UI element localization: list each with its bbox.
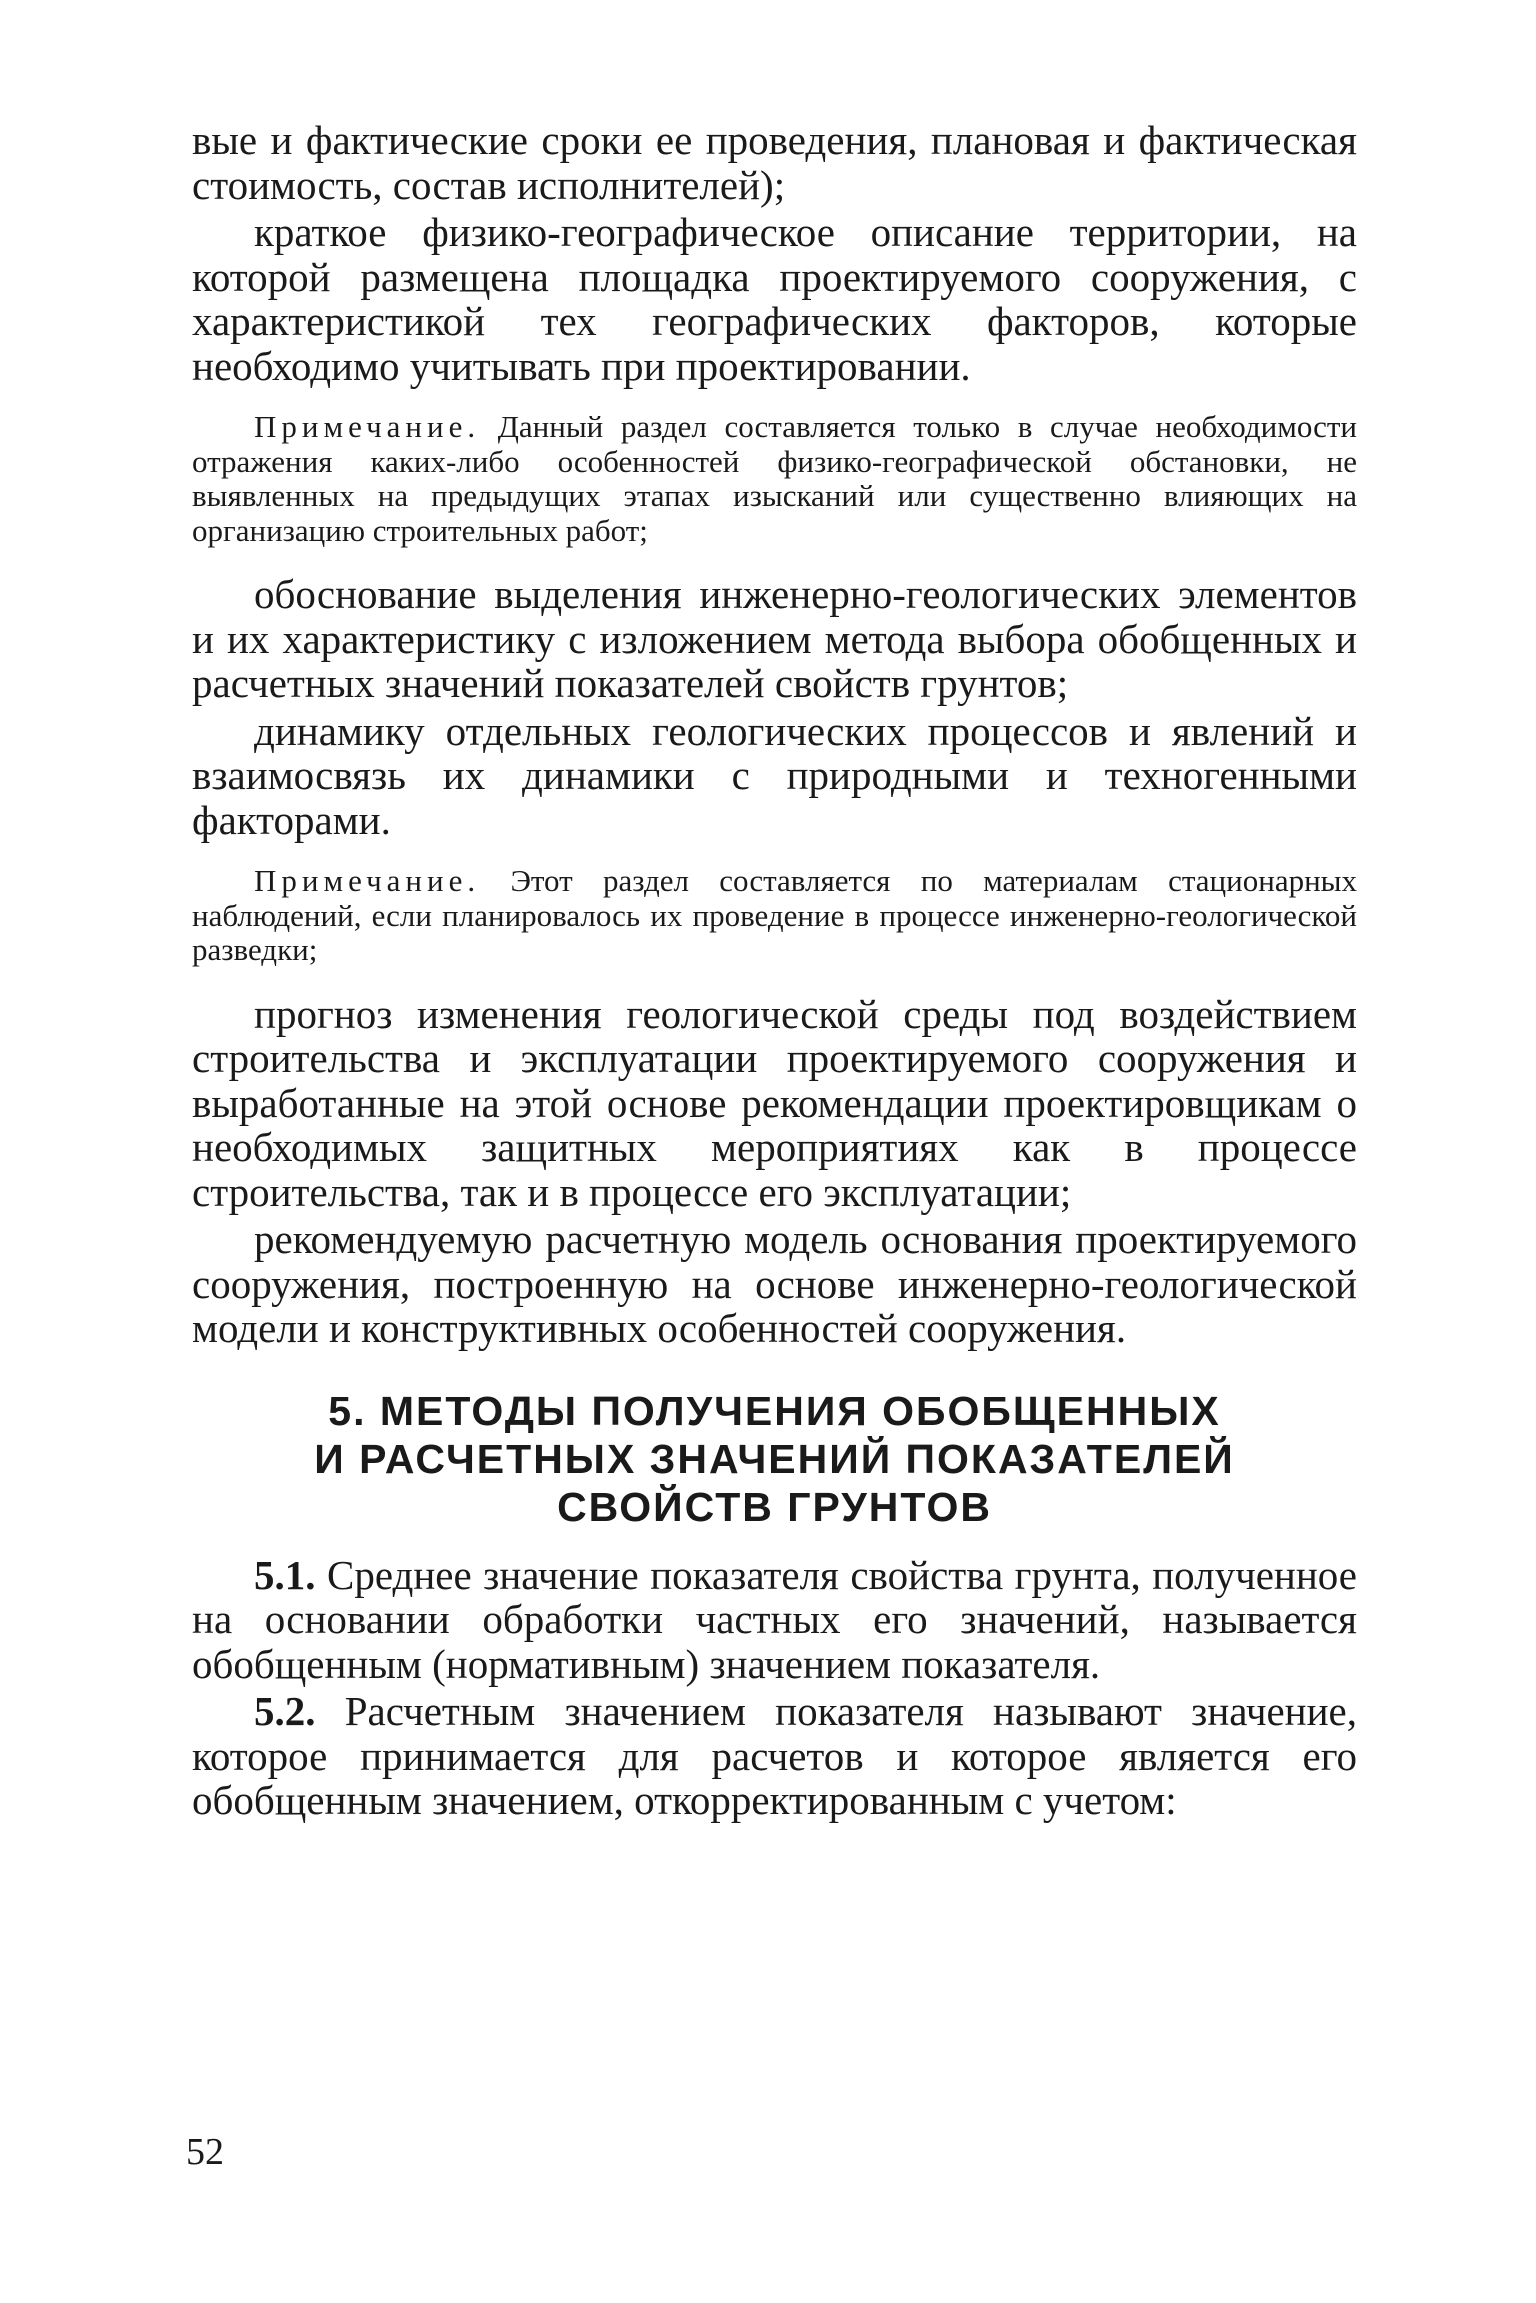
paragraph-calculation-model: рекомендуемую расчетную модель основания проектируемого сооружения, построенную на основе инженерно-геологической модели и конструктивных особенностей сооружения. xyxy=(192,1216,1357,1351)
clause-5-2 xyxy=(192,1689,1357,1823)
section-heading-line: 5. МЕТОДЫ ПОЛУЧЕНИЯ ОБОБЩЕННЫХ xyxy=(328,1387,1221,1434)
paragraph-engineering-elements: обоснование выделения инженерно-геологических элементов и их характеристику с изложением метода выбора обобщенных и расчетных значений показателей свойств грунтов; xyxy=(192,571,1357,706)
page-number: 52 xyxy=(186,2131,224,2173)
paragraph-continuation: вые и фактические сроки ее проведения, плановая и фактическая стоимость, состав исполнителей); xyxy=(192,117,1357,208)
section-heading-line: И РАСЧЕТНЫХ ЗНАЧЕНИЙ ПОКАЗАТЕЛЕЙ xyxy=(314,1435,1235,1482)
note-lead: Примечание. xyxy=(254,863,481,898)
clause-number: 5.1. xyxy=(254,1551,316,1598)
clause-text: Расчетным значением показателя называют значение, которое принимается для расчетов и которое является его обобщенным значением, откорректированным с учетом: xyxy=(192,1688,1357,1823)
clause-5-1 xyxy=(192,1553,1357,1687)
page-body xyxy=(192,118,1357,1823)
section-heading xyxy=(192,1387,1357,1531)
paragraph-forecast: прогноз изменения геологической среды под воздействием строительства и эксплуатации проектируемого сооружения и выработанные на этой основе рекомендации проектировщикам о необходимых защитных мероприятиях как в процессе строительства, так и в процессе его эксплуатации; xyxy=(192,990,1357,1215)
note-stationary-observations xyxy=(192,864,1357,968)
clause-text: Среднее значение показателя свойства грунта, полученное на основании обработки частных его значений, называется обобщенным (нормативным) значением показателя. xyxy=(192,1551,1357,1687)
note-text: Данный раздел составляется только в случае необходимости отражения каких-либо особенностей физико-географической обстановки, не выявленных на предыдущих этапах изысканий или существенно влияющих на организацию строительных работ; xyxy=(192,409,1357,548)
note-physical-geography xyxy=(192,410,1357,548)
paragraph-dynamics: динамику отдельных геологических процессов и явлений и взаимосвязь их динамики с природными и техногенными факторами. xyxy=(192,707,1357,843)
clause-number: 5.2. xyxy=(254,1688,316,1734)
note-text: Этот раздел составляется по материалам стационарных наблюдений, если планировалось их проведение в процессе инженерно-геологической разведки; xyxy=(192,863,1357,967)
section-heading-line: СВОЙСТВ ГРУНТОВ xyxy=(557,1483,992,1530)
note-lead: Примечание. xyxy=(254,409,481,444)
paragraph-physical-geography: краткое физико-географическое описание территории, на которой размещена площадка проектируемого сооружения, с характеристикой тех географических факторов, которые необходимо учитывать при проектировании. xyxy=(192,209,1357,389)
